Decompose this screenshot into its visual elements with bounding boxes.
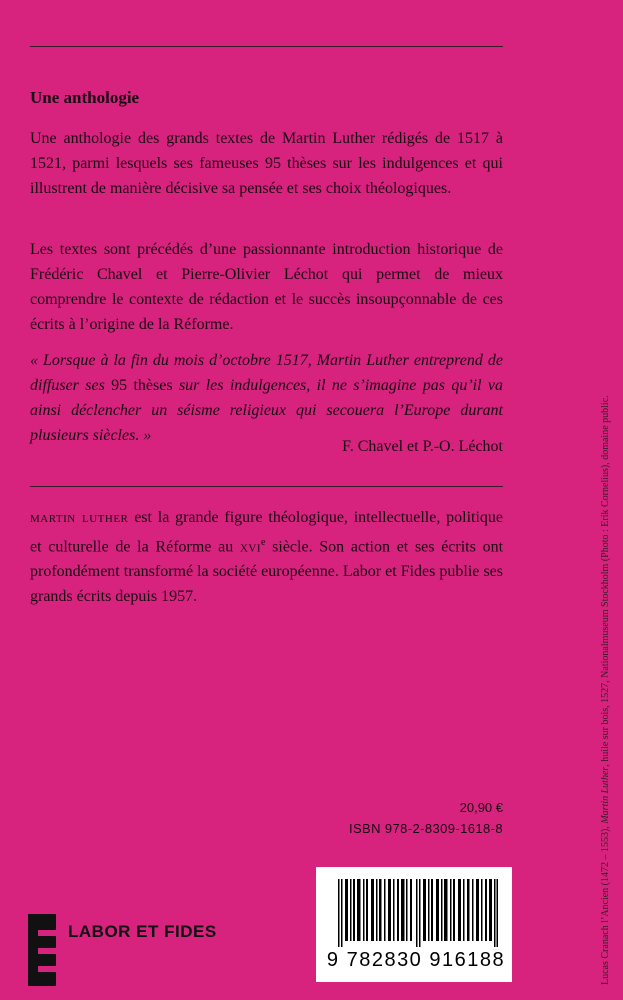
publisher-logo-icon bbox=[28, 914, 56, 986]
quote-attribution: F. Chavel et P.-O. Léchot bbox=[342, 438, 503, 455]
isbn: ISBN 978-2-8309-1618-8 bbox=[348, 821, 503, 836]
barcode-bars bbox=[338, 879, 498, 947]
description-paragraph-1: Une anthologie des grands textes de Martin Luther rédigés de 1517 à 1521, parmi lesquels ses fameuses 95 thèses sur les indulgences et qui illustrent de manière décisive sa pensée et ses choix théologiques. bbox=[30, 130, 503, 197]
bio-century-sup: e bbox=[261, 537, 266, 548]
quote-upright: 95 thèses bbox=[111, 377, 173, 394]
credit-text-1: Lucas Cranach l’Ancien (1472 – 1553), bbox=[600, 823, 611, 985]
bio-text-1: est la grande figure théologique, intellectuelle, politique et culturelle de la Réforme au bbox=[30, 509, 504, 556]
image-credit bbox=[600, 285, 611, 985]
barcode bbox=[316, 867, 512, 982]
author-name: martin luther bbox=[30, 509, 129, 526]
description-paragraph-2: Les textes sont précédés d’une passionnante introduction historique de Frédéric Chavel et Pierre-Olivier Léchot qui permet de mieux comprendre le contexte de rédaction et le succès insoupçonnable de ces écrits à l’origine de la Réforme. bbox=[30, 241, 503, 333]
credit-italic: Martin Luther bbox=[600, 766, 611, 824]
section-heading: Une anthologie bbox=[30, 88, 140, 107]
middle-rule bbox=[30, 486, 503, 487]
top-rule bbox=[30, 46, 503, 47]
quote-paragraph bbox=[30, 348, 503, 448]
quote-text-2: sur les indulgences, il ne s’imagine pas qu’il va ainsi déclencher un séisme religieux qui secouera l’Europe durant plusieurs siècles. » bbox=[30, 377, 503, 444]
price: 20,90 € bbox=[459, 800, 503, 815]
credit-text-2: , huile sur bois, 1527, Nationalmuseum Stockholm (Photo : Erik Cornelius), domaine public. bbox=[600, 395, 611, 767]
bio-text-2: siècle. Son action et ses écrits ont profondément transformé la société européenne. Labor et Fides publie ses grands écrits depuis 1957. bbox=[30, 538, 504, 606]
publisher-name: LABOR ET FIDES bbox=[68, 922, 217, 941]
barcode-digits: 9 782830 916188 bbox=[326, 949, 506, 971]
author-bio bbox=[30, 505, 503, 609]
quote-text-1: « Lorsque à la fin du mois d’octobre 1517, Martin Luther entreprend de diffuser ses bbox=[30, 352, 503, 394]
bio-century: xvi bbox=[239, 538, 261, 556]
